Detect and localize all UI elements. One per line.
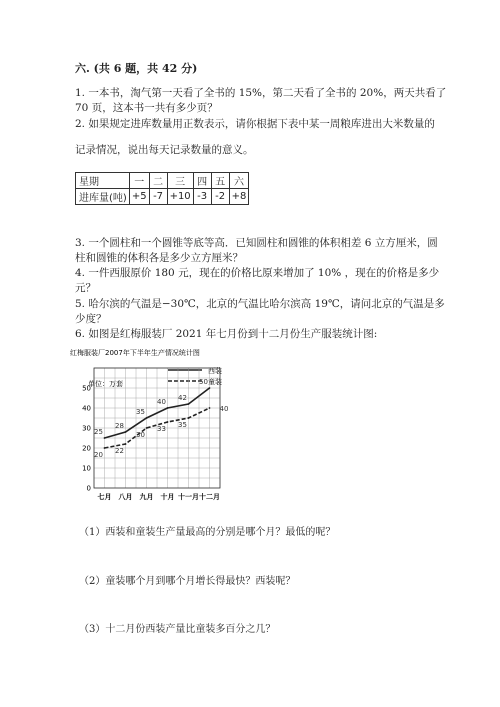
data-point-suit [146, 417, 148, 419]
table-day: 二 [149, 173, 167, 189]
q2-line-1: 2. 如果规定进库数量用正数表示，请你根据下表中某一周粮库进出大米数量的 [75, 118, 435, 130]
data-label-suit: 42 [178, 394, 187, 402]
table-header-label: 星期 [76, 173, 130, 189]
y-tick-label: 20 [82, 444, 91, 453]
chart-title: 红梅服装厂2007年下半年生产情况统计图 [70, 349, 200, 357]
sub-question-2: （2）童装哪个月到哪个月增长得最快？西装呢？ [79, 576, 296, 587]
table-row-label: 进库量(吨) [76, 189, 130, 205]
table-day: 五 [211, 173, 229, 189]
plot-area [82, 368, 228, 501]
x-tick-label: 十一月 [178, 493, 199, 501]
table-value-row [76, 189, 249, 205]
table-day: 三 [167, 173, 193, 189]
y-tick-label: 0 [86, 484, 91, 493]
data-label-kids: 30 [136, 431, 145, 439]
y-tick-label: 10 [82, 464, 91, 473]
data-label-kids: 20 [94, 451, 103, 459]
chart-legend [168, 366, 222, 386]
data-label-suit: 50 [199, 378, 208, 386]
data-label-suit: 40 [157, 398, 166, 406]
q6-line-1: 6. 如图是红梅服装厂 2021 年七月份到十二月份生产服装统计图: [75, 328, 378, 340]
table-day: 一 [129, 173, 149, 189]
x-tick-label: 九月 [139, 493, 154, 501]
data-label-kids: 33 [157, 425, 166, 433]
grain-record-table [75, 172, 249, 205]
y-tick-label: 50 [82, 384, 91, 393]
data-point-kids [104, 447, 106, 449]
q4-line-2: 元？ [75, 282, 96, 294]
data-point-kids [167, 421, 169, 423]
section-heading: 六. (共 6 题，共 42 分) [75, 62, 198, 75]
data-label-suit: 35 [136, 408, 145, 416]
data-point-suit [209, 387, 211, 389]
table-value: -7 [149, 189, 167, 205]
data-label-suit: 28 [115, 422, 124, 430]
data-point-kids [125, 443, 127, 445]
table-value: -3 [193, 189, 211, 205]
data-point-suit [188, 403, 190, 405]
q1-line-2: 70 页，这本书一共有多少页？ [75, 102, 218, 114]
table-value: +10 [167, 189, 193, 205]
data-label-kids: 35 [178, 421, 187, 429]
legend-label-suit: 西装 [208, 367, 222, 375]
table-value: +8 [229, 189, 249, 205]
data-point-kids [188, 417, 190, 419]
y-tick-label: 30 [82, 424, 91, 433]
data-point-kids [209, 407, 211, 409]
table-value: +5 [129, 189, 149, 205]
q2-line-2: 记录情况，说出每天记录数量的意义。 [75, 144, 254, 156]
x-tick-label: 十二月 [199, 493, 220, 501]
production-line-chart [68, 343, 248, 503]
table-day: 四 [193, 173, 211, 189]
q3-line-2: 柱和圆锥的体积各是多少立方厘米？ [75, 252, 243, 264]
x-tick-label: 八月 [118, 493, 133, 501]
sub-question-1: （1）西装和童装生产量最高的分别是哪个月？最低的呢？ [79, 527, 336, 538]
table-header-row [76, 173, 249, 189]
q1-line-1: 1. 一本书，淘气第一天看了全书的 15%，第二天看了全书的 20%，两天共看了 [75, 87, 447, 99]
y-tick-label: 40 [82, 404, 91, 413]
data-point-suit [125, 431, 127, 433]
data-point-suit [167, 407, 169, 409]
data-point-suit [104, 437, 106, 439]
table-day: 六 [229, 173, 249, 189]
q4-line-1: 4. 一件西服原价 180 元，现在的价格比原来增加了 10% ，现在的价格是多少 [75, 267, 440, 279]
data-label-kids: 22 [115, 447, 124, 455]
q5-line-2: 少度？ [75, 313, 107, 325]
x-tick-label: 十月 [160, 493, 175, 501]
table-value: -2 [211, 189, 229, 205]
data-label-suit: 25 [94, 428, 103, 436]
q5-line-1: 5. 哈尔滨的气温是−30℃，北京的气温比哈尔滨高 19℃，请问北京的气温是多 [75, 298, 445, 310]
x-tick-label: 七月 [97, 493, 112, 501]
q3-line-1: 3. 一个圆柱和一个圆锥等底等高．已知圆柱和圆锥的体积相差 6 立方厘米，圆 [75, 237, 438, 249]
chart-unit-label: 单位：万套 [88, 380, 123, 388]
data-label-kids: 40 [219, 405, 229, 413]
data-point-kids [146, 427, 148, 429]
legend-label-kids: 童装 [208, 378, 222, 386]
sub-question-3: （3）十二月份西装产量比童装多百分之几？ [79, 624, 276, 635]
